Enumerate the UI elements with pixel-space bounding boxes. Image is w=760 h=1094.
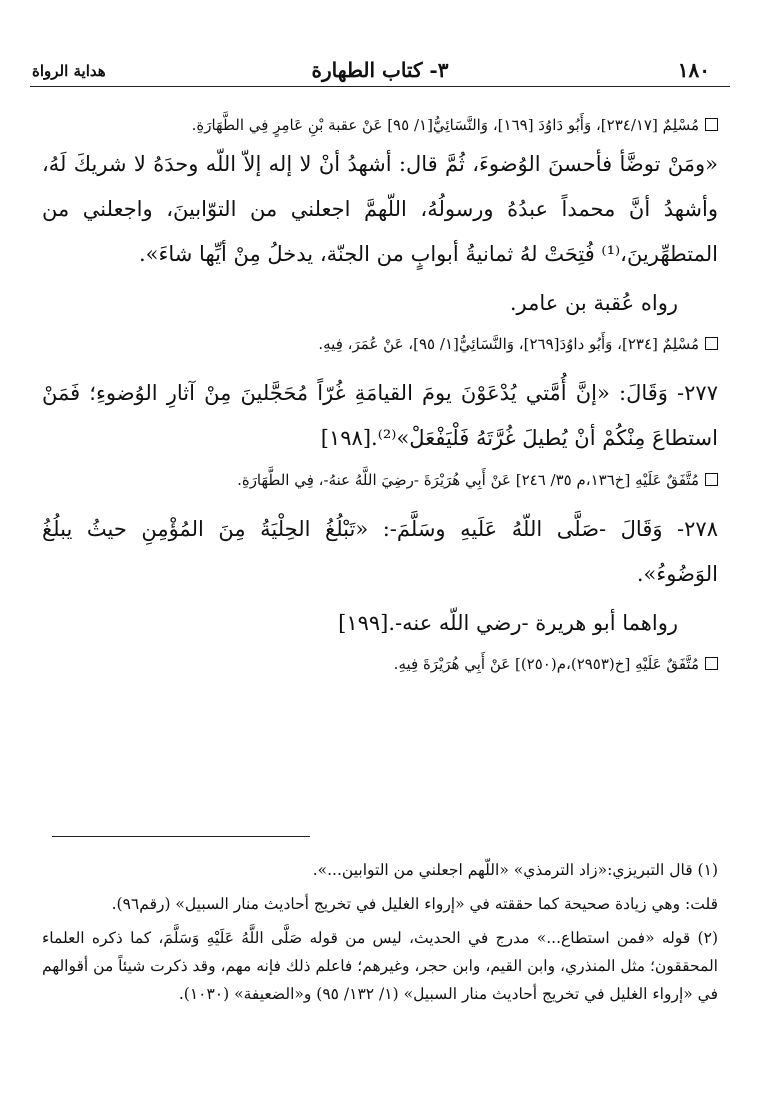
- checkbox-square-icon: [705, 118, 718, 131]
- reference-text: مُسْلِمٌ [٢٣٤]، وَأَبُو داوُدَ[٢٦٩]، وَالنَّسَائِيُّ[١/ ٩٥]، عَنْ عُمَرَ، فِيهِ.: [318, 335, 699, 353]
- checkbox-square-icon: [705, 473, 718, 486]
- reference-text: مُتَّفَقٌ عَلَيْهِ [خ١٣٦،م ٣٥/ ٢٤٦] عَنْ أَبِي هُرَيْرَةَ -رضِيَ اللَّهُ عنهُ-، فِي الطَّهَارَةِ.: [237, 471, 699, 489]
- reference-line: [42, 651, 718, 677]
- page-header: [30, 56, 730, 88]
- checkbox-square-icon: [705, 657, 718, 670]
- reference-text: مُتَّفَقٌ عَلَيْهِ [خ(٢٩٥٣)،م(٢٥٠)] عَنْ أَبِي هُرَيْرَةَ فِيهِ.: [393, 655, 699, 673]
- page-body: [42, 112, 718, 691]
- footnote-1: (١) قال التبريزي:«زاد الترمذي» «اللّهم اجعلني من التوابين...».: [312, 861, 718, 879]
- hadith-text: «ومَنْ توضَّأ فأحسنَ الوُضوءَ، ثُمَّ قال: أشهدُ أنْ لا إله إلاّ اللّه وحدَهُ لا شريكَ لَهُ، وأشهدُ أنَّ محمداً عبدُهُ ورسولُهُ، اللّهمَّ اجعلني من التوّابينَ، واجعلني من المتطهِّرينَ،⁽¹⁾ فُتِحَتْ لهُ ثمانيةُ أبوابٍ من الجنّة، يدخلُ مِنْ أيِّها شاءَ».: [42, 152, 718, 266]
- book-title: هداية الرواة: [32, 62, 106, 80]
- reference-text: مُسْلِمٌ [٢٣٤/١٧]، وَأَبُو دَاوُدَ [١٦٩]، وَالنَّسَائِيُّ[١/ ٩٥] عَنْ عقبة بْنِ عَامِرٍ فِي الطَّهَارَةِ.: [191, 116, 699, 134]
- narrator-line: رواه عُقبة بن عامر.: [509, 291, 678, 315]
- chapter-title: ٣- كتاب الطهارة: [311, 58, 449, 82]
- footnote-1-note: قلت: وهي زيادة صحيحة كما حققته في «إرواء الغليل في تخريج أحاديث منار السبيل» (رقم٩٦).: [111, 895, 718, 913]
- footnote-2: (٢) قوله «فمن استطاع...» مدرج في الحديث، ليس من قوله صَلَّى اللَّهُ عَلَيْهِ وَسَلَّمَ، كما ذكره العلماء المحققون؛ مثل المنذري، وابن القيم، وابن حجر، وغيرهم؛ فاعلم ذلك فإنه مهم، وقد ذكرت شيئاً من أقوالهم في «إرواء الغليل في تخريج أحاديث منار السبيل» (١/ ١٣٢/ ٩٥) و«الضعيفة» (١٠٣٠).: [42, 929, 718, 1003]
- reference-line: [42, 467, 718, 493]
- page-number: ١٨٠: [677, 58, 710, 82]
- hadith-278: ٢٧٨- وَقَالَ -صَلَّى اللّهُ عَلَيهِ وسَلَّمَ-: «تَبْلُغُ الحِلْيَةُ مِنَ المُؤْمِنِ حيثُ يبلُغُ الوَضُوءُ».: [42, 517, 718, 586]
- checkbox-square-icon: [705, 337, 718, 350]
- footnotes: [42, 856, 718, 1014]
- hadith-277: ٢٧٧- وَقَالَ: «إنَّ أُمَّتي يُدْعَوْنَ يومَ القيامَةِ غُرّاً مُحَجَّلينَ مِنْ آثارِ الوُضوءِ؛ فَمَنْ استطاعَ مِنْكُمْ أنْ يُطيلَ غُرَّتَهُ فَلْيَفْعَلْ»⁽²⁾.[١٩٨]: [42, 381, 718, 450]
- narrator-line: رواهما أبو هريرة -رضي اللّه عنه-.[١٩٩]: [338, 611, 678, 635]
- reference-line: [42, 112, 718, 138]
- header-rule: [30, 86, 730, 87]
- reference-line: [42, 331, 718, 357]
- footnote-rule: [52, 836, 310, 837]
